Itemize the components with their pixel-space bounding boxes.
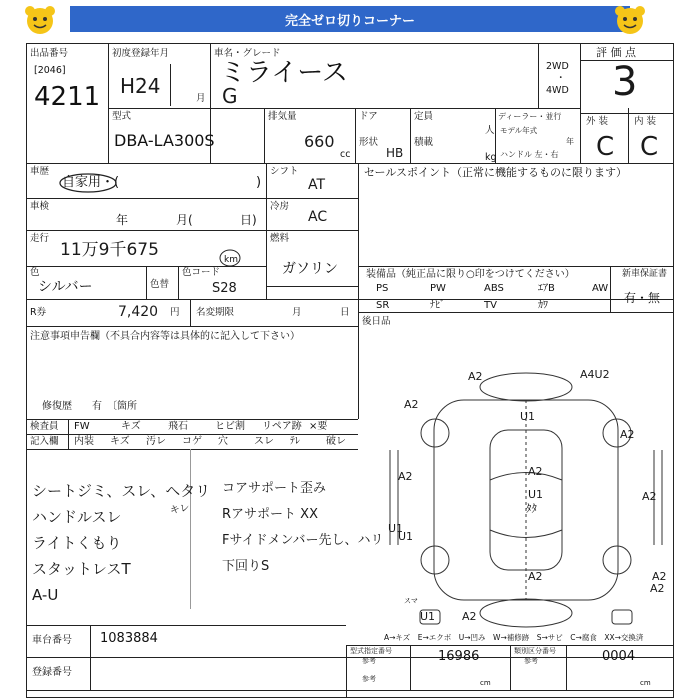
drive-dot: ・	[556, 73, 566, 84]
damage-mark: U1	[528, 488, 544, 501]
lot-label: 出品番号	[30, 48, 69, 59]
history-label: 車歴	[30, 166, 50, 177]
int-label: 内 装	[634, 116, 657, 127]
door-shape: HB	[386, 146, 404, 160]
remark-line: スタットレスT	[32, 560, 131, 578]
equipment-item: PS	[376, 283, 389, 294]
type-cert-value: 16986	[438, 649, 480, 664]
inspector-label-2: 記入欄	[30, 436, 59, 447]
car-name: ミライース	[220, 58, 348, 88]
inspection-label: 車検	[30, 201, 50, 212]
recycle-unit: 円	[170, 307, 180, 318]
warranty-value: 有・無	[624, 291, 661, 305]
period-day: 日	[340, 307, 350, 318]
first-reg-month: 月	[196, 93, 206, 104]
inspect-item: キズ	[110, 436, 130, 447]
damage-mark: A4U2	[580, 370, 610, 381]
lot-number: 4211	[34, 82, 101, 112]
damage-mark: A2	[398, 470, 413, 483]
mileage-unit-circle-icon	[218, 248, 242, 268]
damage-mark: U1	[388, 522, 404, 535]
mileage-label: 走行	[30, 233, 50, 244]
remark-line: Rアサポート XX	[222, 507, 318, 522]
history-circle-icon	[58, 172, 118, 194]
ac-value: AC	[308, 209, 328, 225]
history-value: 自家用・(	[62, 175, 120, 190]
inspect-item: 汚レ	[146, 436, 166, 447]
equipment-item: AW	[592, 283, 609, 294]
door-label: ドア	[359, 111, 378, 122]
remark-line: A-U	[32, 586, 59, 604]
equipment-item: ABS	[484, 283, 504, 294]
fuel-value: ガソリン	[282, 261, 338, 277]
category-value: 0004	[602, 649, 636, 664]
damage-mark: U1	[420, 610, 436, 623]
int-value: C	[640, 132, 659, 162]
category-ref: 参考	[524, 657, 538, 665]
equipment-item: TV	[484, 300, 497, 311]
car-damage-diagram	[380, 370, 672, 630]
fuel-label: 燃料	[270, 233, 290, 244]
header-title: 完全ゼロ切りコーナー	[70, 6, 630, 32]
equipment-label: 装備品（純正品に限り○印をつけてください）	[366, 269, 575, 280]
ext-label: 外 装	[586, 116, 609, 127]
damage-mark: A2	[642, 490, 657, 503]
color-code: S28	[212, 281, 237, 296]
load-label: 積載	[414, 137, 434, 148]
equipment-item: SR	[376, 300, 390, 311]
chassis-label: 車台番号	[32, 635, 72, 646]
inspect-item: 内装	[74, 436, 94, 447]
inspect-item: 穴	[218, 436, 228, 447]
score-value: 3	[612, 59, 638, 105]
car-name-label: 車名・グレード	[214, 48, 281, 59]
inspect-item: 飛石	[168, 421, 188, 432]
period-month: 月	[292, 307, 302, 318]
type-cert-label: 型式指定番号	[350, 647, 392, 655]
inspect-item: FW	[74, 421, 90, 432]
ref-cm-2: cm	[640, 679, 651, 687]
header	[0, 0, 700, 40]
capacity-unit: 人	[485, 125, 495, 136]
damage-mark: A2	[404, 398, 419, 411]
remark-line: シートジミ、スレ、ヘタリ	[32, 482, 211, 500]
reg-label: 登録番号	[32, 667, 72, 678]
model-year-label: モデル年式	[500, 126, 538, 135]
color-code-label: 色コード	[182, 267, 221, 278]
inspector-label: 検査員	[30, 421, 59, 432]
remark-line: コアサポート歪み	[222, 481, 327, 496]
displacement-label: 排気量	[268, 111, 297, 122]
period-label: 名変期限	[196, 307, 235, 318]
car-grade: G	[222, 84, 238, 108]
rear-seat-label: 後日品	[362, 316, 391, 327]
equipment-item: PW	[430, 283, 446, 294]
inspect-item: コゲ	[182, 436, 202, 447]
dealer-label: ディーラー・並行	[498, 112, 562, 121]
score-label: 評 価 点	[596, 46, 636, 59]
remark-line: ライトくもり	[32, 534, 122, 552]
inspect-item: リペア跡	[262, 421, 302, 432]
ac-label: 冷房	[270, 201, 290, 212]
damage-mark: A2	[462, 610, 477, 623]
diagram-mirror: スマ	[404, 597, 418, 605]
remark-line: Fサイドメンバー先し、ハリ	[222, 533, 384, 548]
recycle-label: R券	[30, 307, 47, 318]
capacity-label: 定員	[414, 111, 434, 122]
dealer-year: 年	[566, 137, 574, 146]
damage-mark: A2	[620, 428, 635, 441]
damage-mark: A2	[468, 370, 483, 383]
inspect-item: ヒビ割	[215, 421, 245, 432]
inspection-year: 年	[116, 213, 129, 227]
chassis-value: 1083884	[100, 631, 158, 646]
displacement-value: 660	[304, 132, 335, 151]
history-close: )	[256, 175, 262, 190]
displacement-unit: cc	[340, 149, 351, 160]
remark-kire: キレ	[169, 502, 191, 517]
lot-sub: [2046]	[34, 65, 66, 76]
diagram-legend: A→キズ E→エクボ U→凹み W→補修跡 S→サビ C→腐食 XX→交換済	[384, 633, 644, 642]
damage-mark: U1	[398, 530, 414, 543]
equipment-item: ﾅﾋﾞ	[430, 300, 445, 311]
type-cert-ref: 参考	[362, 657, 376, 665]
category-label: 類別区分番号	[514, 647, 556, 655]
drive-2wd: 2WD	[546, 61, 569, 72]
remark-line: ハンドルスレ	[32, 508, 122, 526]
inspect-item: 破レ	[326, 436, 346, 447]
ref-label: 参考	[362, 675, 376, 683]
first-reg-value: H24	[120, 74, 161, 98]
ref-cm-1: cm	[480, 679, 491, 687]
door-shape-label: 形状	[359, 137, 379, 148]
color-change-label: 色替	[150, 279, 170, 290]
color-value: シルバー	[38, 279, 93, 295]
color-label: 色	[30, 267, 40, 278]
model-label: 型式	[112, 111, 132, 122]
warranty-label: 新車保証書	[622, 269, 668, 279]
damage-mark: A2	[650, 582, 665, 595]
damage-mark: A2	[528, 570, 543, 583]
inspect-item: キズ	[121, 421, 141, 432]
equipment-item: ｶﾜ	[538, 300, 548, 311]
mascot-left-icon	[22, 2, 58, 38]
inspection-month: 月(	[176, 213, 193, 227]
remark-line: 下回りS	[222, 559, 270, 574]
repair-history: 修復歴 有 〔箇所	[42, 401, 137, 412]
inspect-item: ×要	[309, 421, 328, 432]
notes-label: 注意事項申告欄（不具合内容等は具体的に記入して下さい）	[30, 331, 300, 342]
inspect-item: ﾃﾚ	[290, 436, 300, 447]
damage-mark: U1	[520, 410, 536, 423]
inspection-day: 日)	[240, 213, 257, 227]
mileage-value: 11万9千675	[60, 240, 159, 260]
handle-label: ハンドル 左・右	[500, 150, 559, 159]
damage-mark: A2	[528, 465, 543, 478]
sales-point-label: セールスポイント（正常に機能するものに限ります）	[364, 166, 628, 179]
ext-value: C	[596, 132, 615, 162]
model-value: DBA-LA300S	[114, 131, 215, 150]
mileage-unit: km	[224, 255, 238, 265]
shift-value: AT	[308, 177, 326, 193]
damage-mark: A2	[652, 570, 667, 583]
recycle-value: 7,420	[118, 304, 159, 320]
equipment-item: ｴｱB	[538, 283, 555, 294]
damage-mark: ﾀﾀ	[526, 502, 537, 515]
drive-4wd: 4WD	[546, 85, 569, 96]
shift-label: シフト	[270, 166, 299, 177]
load-unit: kg	[485, 152, 497, 163]
inspect-item: スレ	[254, 436, 274, 447]
first-reg-label: 初度登録年月	[112, 48, 170, 59]
mascot-right-icon	[612, 2, 648, 38]
